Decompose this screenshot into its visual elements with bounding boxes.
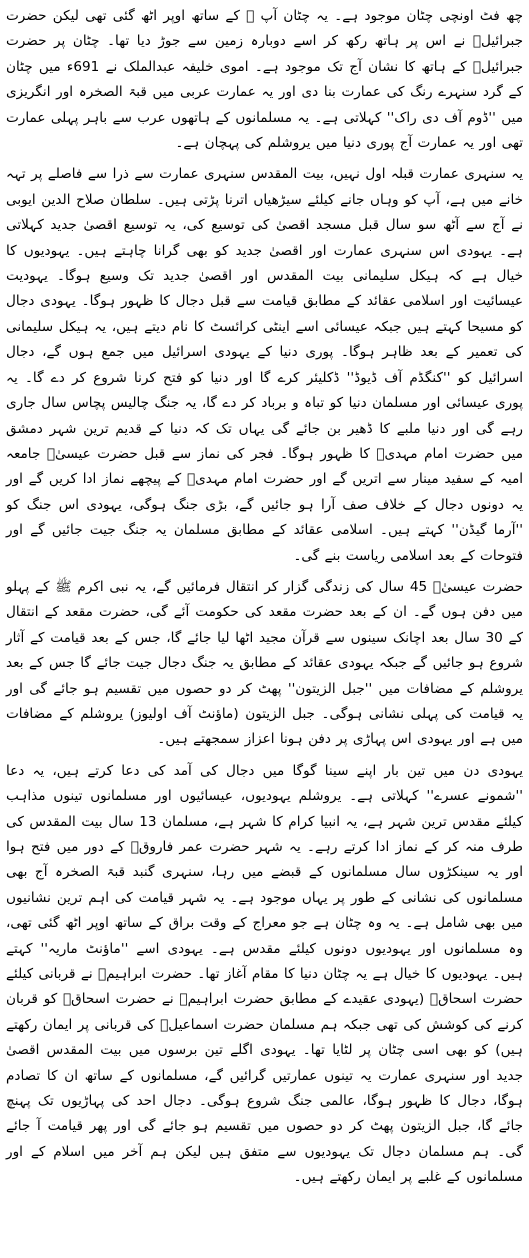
article-paragraph: حضرت عیسیٰؑ 45 سال کی زندگی گزار کر انتقال فرمائیں گے، یہ نبی اکرم ﷺ کے پہلو میں دفن ہوں گے۔ ان کے بعد حضرت مقعد کی حکومت آئے گی، حضرت مقعد کے انتقال کے 30 سال بعد اچانک سینوں سے قرآن مجید اٹھا لیا جائے گا، جس کے بعد قیامت کے آثار شروع ہو جائیں گے جبکہ یہودی عقائد کے مطابق یہ جنگ دجال جیت جائے گا جس کے بعد یروشلم کے مضافات میں ''جبل الزیتون'' پھٹ کر دو حصوں میں تقسیم ہو جائے گی اور یہ قیامت کی پہلی نشانی ہوگی۔ جبل الزیتون (ماؤنٹ آف اولیوز) یروشلم کے مضافات میں ہے اور یہودی اس پہاڑی پر دفن ہونا اعزاز سمجھتے ہیں۔	[6, 578, 523, 748]
article-paragraph: یہودی دن میں تین بار اپنے سینا گوگا میں دجال کی آمد کی دعا کرتے ہیں، یہ دعا ''شمونے عسرے'' کہلاتی ہے۔ یروشلم یہودیوں، عیسائیوں اور مسلمانوں تینوں مذاہب کیلئے مقدس ترین شہر ہے، یہ انبیا کرام کا شہر ہے، مسلمان 13 سال بیت المقدس کی طرف منہ کر کے نماز ادا کرتے رہے۔ یہ شہر حضرت عمر فاروقؓ کے دور میں فتح ہوا اور یہ سینکڑوں سال مسلمانوں کے قبضے میں رہا، سنہری گنبد قبۃ الصخرہ آج بھی مسلمانوں کی نشانی کے طور پر یہاں موجود ہے۔ یہ شہر قیامت کی اہم ترین نشانیوں میں بھی شامل ہے۔ یہ وہ چٹان ہے جو معراج کے وقت براق کے ساتھ اوپر اٹھ گئی تھی، وہ مسلمانوں اور یہودیوں دونوں کیلئے مقدس ہے۔ یہودی اسے ''ماؤنٹ ماریہ'' کہتے ہیں۔ یہودیوں کا خیال ہے یہ چٹان دنیا کا مقام آغاز تھا۔ حضرت ابراہیمؑ نے قربانی کیلئے حضرت اسحاقؑ (یہودی عقیدے کے مطابق حضرت ابراہیمؑ نے حضرت اسحاقؑ کو قربان کرنے کی کوشش کی تھی جبکہ ہم مسلمان حضرت اسماعیلؑ کی قربانی پر ایمان رکھتے ہیں) کو بھی اسی چٹان پر لٹایا تھا۔ یہودی اگلے تین برسوں میں بیت المقدس اقصیٰ جدید اور سنہری عمارت یہ تینوں عمارتیں گرائیں گے، مسلمانوں کے ساتھ ان کا تصادم ہوگا، دجال کا ظہور ہوگا، عالمی جنگ شروع ہوگی۔ دجال احد کی پہاڑیوں تک پہنچ جائے گا، جبل الزیتون پھٹ کر دو حصوں میں تقسیم ہو جائے گی اور پھر قیامت آ جائے گی۔ ہم مسلمان دجال تک یہودیوں سے متفق ہیں لیکن ہم آخر میں اسلام کے اور مسلمانوں کے غلبے پر ایمان رکھتے ہیں۔	[6, 762, 523, 1186]
article-paragraph: چھ فٹ اونچی چٹان موجود ہے۔ یہ چٹان آپ ﷺ کے ساتھ اوپر اٹھ گئی تھی لیکن حضرت جبرائیلؑ نے اس پر ہاتھ رکھ کر اسے دوبارہ زمین سے جوڑ دیا تھا۔ چٹان پر حضرت جبرائیلؑ کے ہاتھ کا نشان آج تک موجود ہے۔ اموی خلیفہ عبدالملک نے 691ء میں چٹان کے گرد سنہرے رنگ کی عمارت بنا دی اور یہ عمارت عربی میں قبۃ الصخرہ اور انگریزی میں ''ڈوم آف دی راک'' کہلاتی ہے۔ یہ مسلمانوں کے ہاتھوں عرب سے باہر پہلی عمارت تھی اور یہ عمارت آج پوری دنیا میں یروشلم کی پہچان ہے۔	[6, 8, 523, 152]
article-paragraph: یہ سنہری عمارت قبلہ اول نہیں، بیت المقدس سنہری عمارت سے ذرا سے فاصلے پر تہہ خانے میں ہے، آپ کو وہاں جانے کیلئے سیڑھیاں اترنا پڑتی ہیں۔ سلطان صلاح الدین ایوبی نے آج سے آٹھ سو سال قبل مسجد اقصیٰ کی توسیع کی، یہ توسیع اقصیٰ جدید کہلاتی ہے۔ یہودی اس سنہری عمارت اور اقصیٰ جدید کو بھی گرانا چاہتے ہیں۔ یہودیوں کا خیال ہے کہ ہیکل سلیمانی بیت المقدس اور اقصیٰ جدید تک وسیع ہوگا۔ یہودیت عیسائیت اور اسلامی عقائد کے مطابق قیامت سے قبل دجال کا ظہور ہوگا۔ یہودی دجال کو مسیحا کہتے ہیں جبکہ عیسائی اسے اینٹی کرائسٹ کا نام دیتے ہیں، یہ ہیکل سلیمانی کی تعمیر کے بعد ظاہر ہوگا۔ پوری دنیا کے یہودی اسرائیل میں جمع ہوں گے، دجال اسرائیل کو ''کنگڈم آف ڈیوڈ'' ڈکلیئر کرے گا اور دنیا کو فتح کرنا شروع کر دے گا۔ یہ پوری عیسائی اور مسلمان دنیا کو تباہ و برباد کر دے گا، یہ جنگ چالیس پچاس سال جاری رہے گی اور دنیا ملبے کا ڈھیر بن جائے گی یہاں تک کہ دنیا کے قدیم ترین شہر دمشق میں حضرت امام مہدیؑ کا ظہور ہوگا۔ فجر کی نماز سے قبل حضرت عیسیٰؑ جامعہ امیہ کے سفید مینار سے اتریں گے اور حضرت امام مہدیؑ کے پیچھے نماز ادا کریں گے اور یہ دونوں دجال کے خلاف صف آرا ہو جائیں گے، بڑی جنگ ہوگی، یہودی اس جنگ کو ''آرما گیڈن'' کہتے ہیں۔ اسلامی عقائد کے مطابق مسلمان یہ جنگ جیت جائیں گے اور فتوحات کے بعد اسلامی ریاست بنے گی۔	[6, 166, 523, 564]
